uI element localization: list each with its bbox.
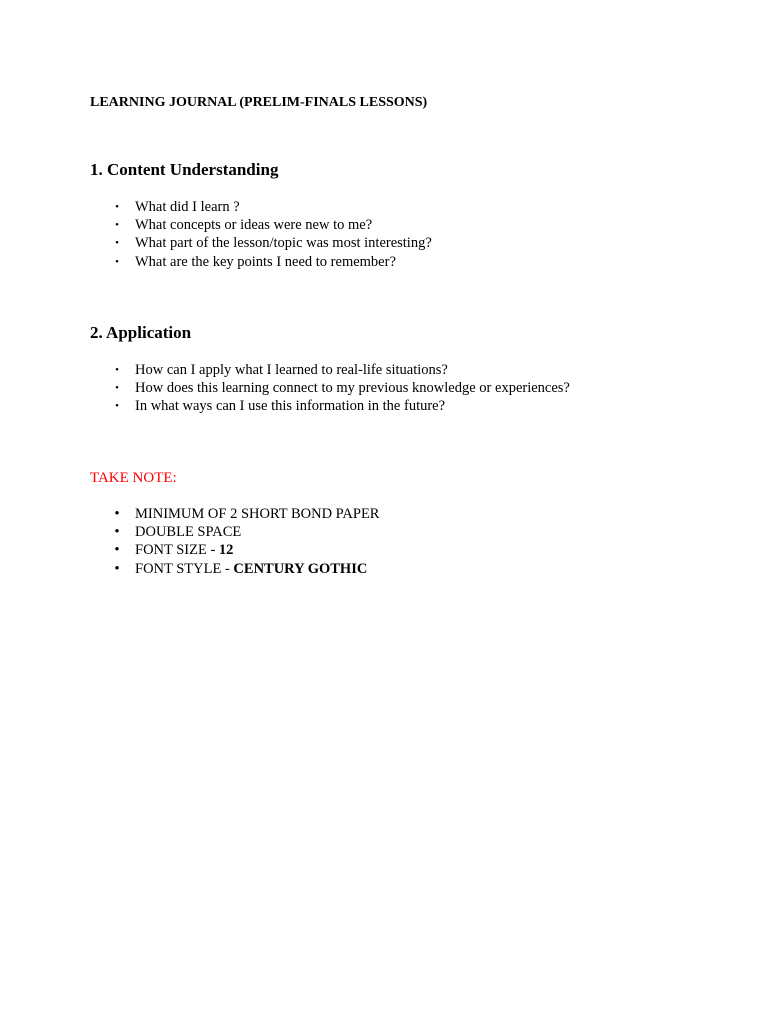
application-list bbox=[90, 361, 570, 416]
bullet-icon: • bbox=[114, 524, 120, 541]
list-item bbox=[90, 361, 570, 379]
list-item bbox=[90, 379, 570, 397]
section-heading-content-understanding: 1. Content Understanding bbox=[90, 160, 279, 179]
list-item-text: FONT SIZE - bbox=[135, 542, 219, 559]
bullet-icon: • bbox=[114, 560, 120, 577]
list-item bbox=[90, 198, 432, 216]
list-item bbox=[90, 523, 379, 541]
list-item bbox=[90, 505, 379, 523]
section-heading-application: 2. Application bbox=[90, 323, 192, 342]
document-title: LEARNING JOURNAL (PRELIM-FINALS LESSONS) bbox=[90, 95, 428, 110]
take-note-list bbox=[90, 505, 379, 578]
bullet-icon: • bbox=[114, 506, 120, 522]
list-item bbox=[90, 560, 379, 578]
bullet-icon: • bbox=[115, 364, 119, 376]
bullet-icon: • bbox=[115, 201, 119, 213]
font-size-value: 12 bbox=[218, 542, 234, 559]
list-item-text: How does this learning connect to my previous knowledge or experiences? bbox=[135, 380, 570, 397]
list-item-text: FONT STYLE - bbox=[135, 560, 234, 577]
list-item bbox=[90, 397, 570, 415]
list-item-text: MINIMUM OF 2 SHORT BOND PAPER bbox=[135, 506, 380, 522]
bullet-icon: • bbox=[115, 400, 119, 413]
list-item-text: DOUBLE SPACE bbox=[135, 524, 242, 541]
bullet-icon: • bbox=[115, 382, 119, 395]
list-item-text: How can I apply what I learned to real-life situations? bbox=[135, 362, 448, 378]
take-note-label: TAKE NOTE: bbox=[90, 470, 177, 486]
content-understanding-list bbox=[90, 198, 432, 271]
list-item-text: What did I learn ? bbox=[135, 199, 240, 215]
list-item bbox=[90, 253, 432, 271]
list-item-text: What are the key points I need to remember? bbox=[135, 253, 396, 270]
list-item-text: In what ways can I use this information in the future? bbox=[135, 398, 446, 415]
bullet-icon: • bbox=[115, 255, 119, 268]
list-item bbox=[90, 216, 432, 234]
bullet-icon: • bbox=[115, 219, 119, 232]
list-item bbox=[90, 541, 379, 559]
font-style-value: CENTURY GOTHIC bbox=[233, 560, 368, 577]
bullet-icon: • bbox=[114, 542, 120, 559]
list-item-text: What concepts or ideas were new to me? bbox=[135, 217, 373, 234]
list-item bbox=[90, 234, 432, 252]
bullet-icon: • bbox=[115, 237, 119, 250]
list-item-text: What part of the lesson/topic was most interesting? bbox=[135, 235, 432, 252]
